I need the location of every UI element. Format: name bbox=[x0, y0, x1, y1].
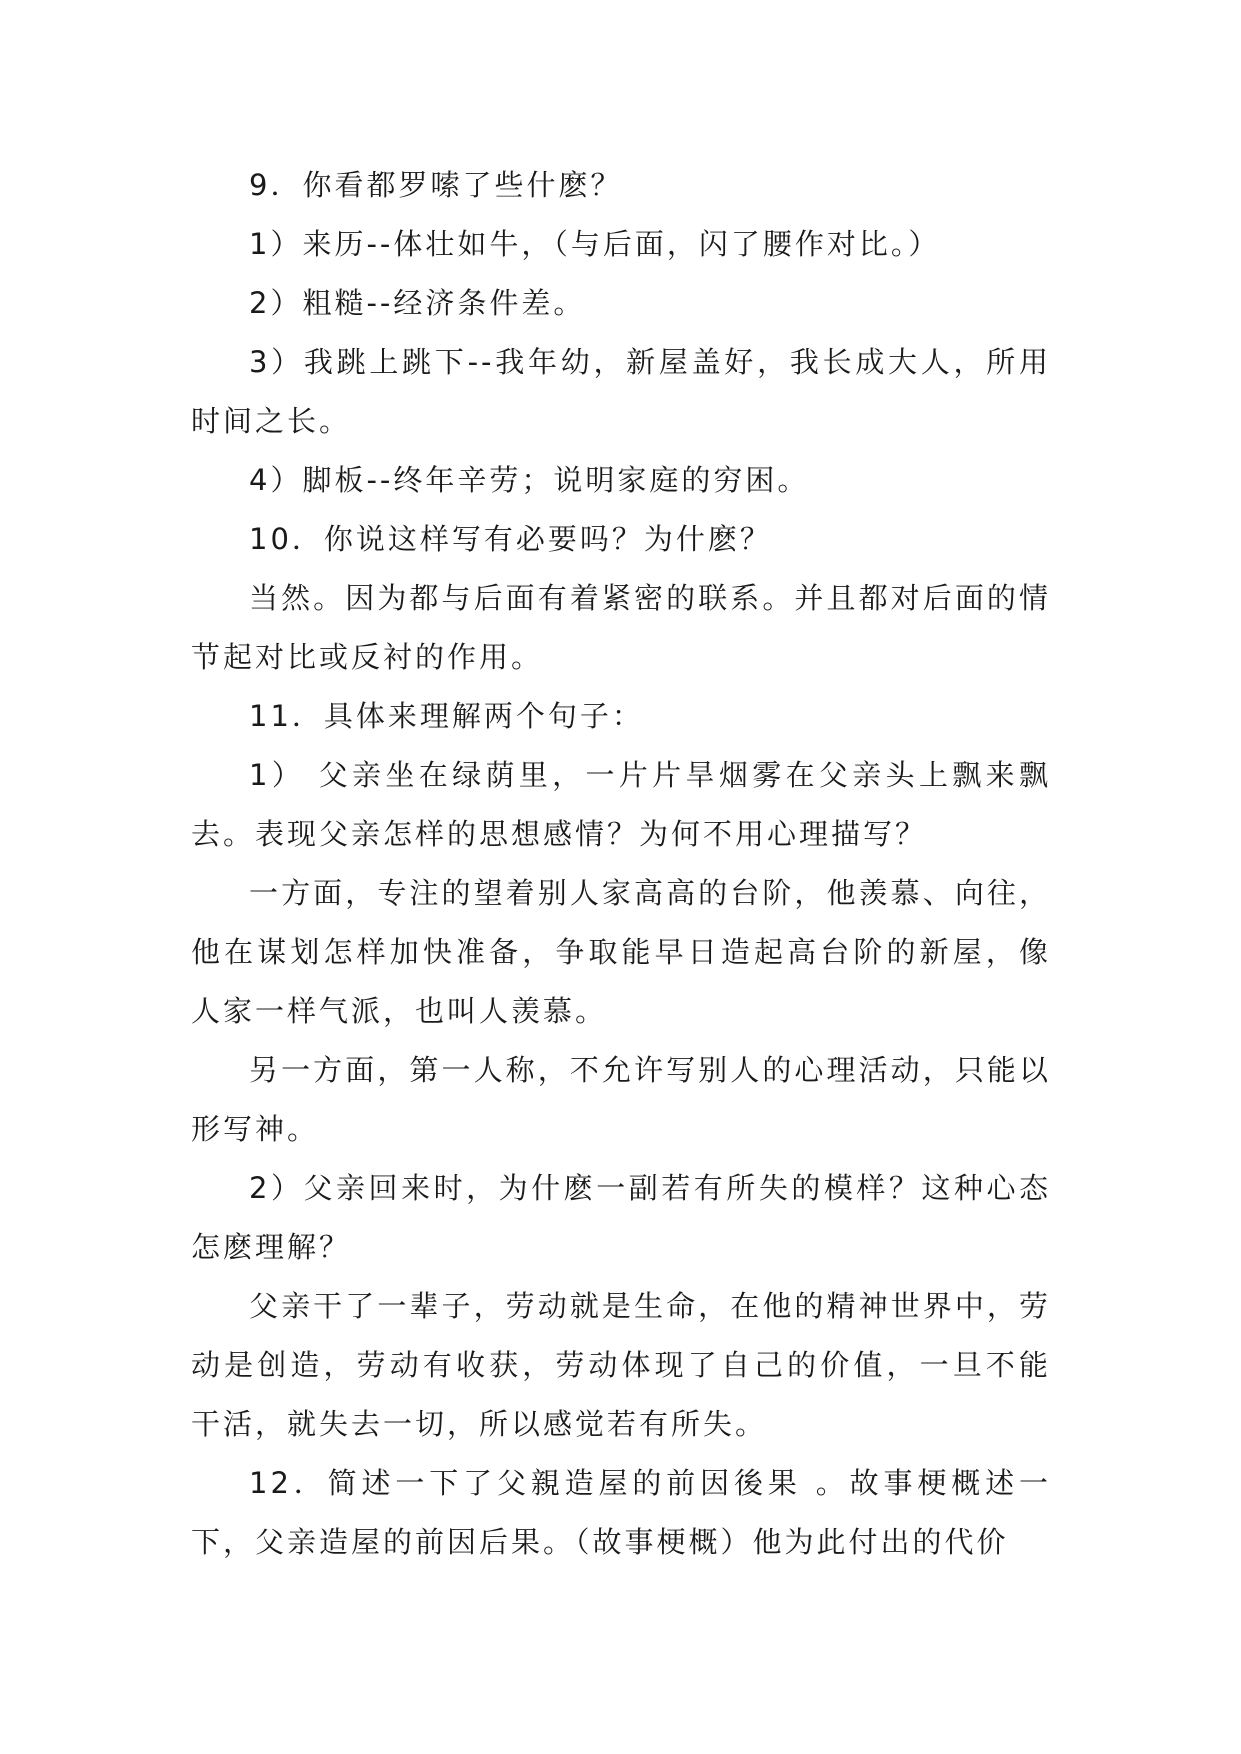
answer-9-item-3: 3）我跳上跳下--我年幼，新屋盖好，我长成大人，所用时间之长。 bbox=[191, 345, 1051, 438]
answer-9-item-2: 2）粗糙--经济条件差。 bbox=[249, 286, 586, 320]
question-10: 10．你说这样写有必要吗？为什麽？ bbox=[249, 522, 772, 556]
question-12: 12．简述一下了父親造屋的前因後果 。故事梗概述一下，父亲造屋的前因后果。（故事梗概）他为此付出的代价 bbox=[191, 1466, 1051, 1559]
answer-11-2: 父亲干了一辈子，劳动就是生命，在他的精神世界中，劳动是创造，劳动有收获，劳动体现了自己的价值，一旦不能干活，就失去一切，所以感觉若有所失。 bbox=[191, 1289, 1051, 1441]
document-page bbox=[191, 156, 1051, 1572]
answer-9-item-1: 1）来历--体壮如牛，（与后面，闪了腰作对比。） bbox=[249, 227, 941, 261]
question-9: 9．你看都罗嗦了些什麽？ bbox=[249, 168, 623, 202]
answer-10: 当然。因为都与后面有着紧密的联系。并且都对后面的情节起对比或反衬的作用。 bbox=[191, 581, 1051, 674]
answer-11-1-part-1: 一方面，专注的望着别人家高高的台阶，他羡慕、向往，他在谋划怎样加快准备，争取能早日造起高台阶的新屋，像人家一样气派，也叫人羡慕。 bbox=[191, 876, 1051, 1028]
question-11: 11．具体来理解两个句子： bbox=[249, 699, 644, 733]
question-11-sentence-1: 1） 父亲坐在绿荫里，一片片旱烟雾在父亲头上飘来飘去。表现父亲怎样的思想感情？为何不用心理描写？ bbox=[191, 758, 1051, 851]
answer-11-1-part-2: 另一方面，第一人称，不允许写别人的心理活动，只能以形写神。 bbox=[191, 1053, 1051, 1146]
answer-9-item-4: 4）脚板--终年辛劳；说明家庭的穷困。 bbox=[249, 463, 810, 497]
question-11-sentence-2: 2）父亲回来时，为什麽一副若有所失的模样？这种心态怎麽理解？ bbox=[191, 1171, 1051, 1264]
